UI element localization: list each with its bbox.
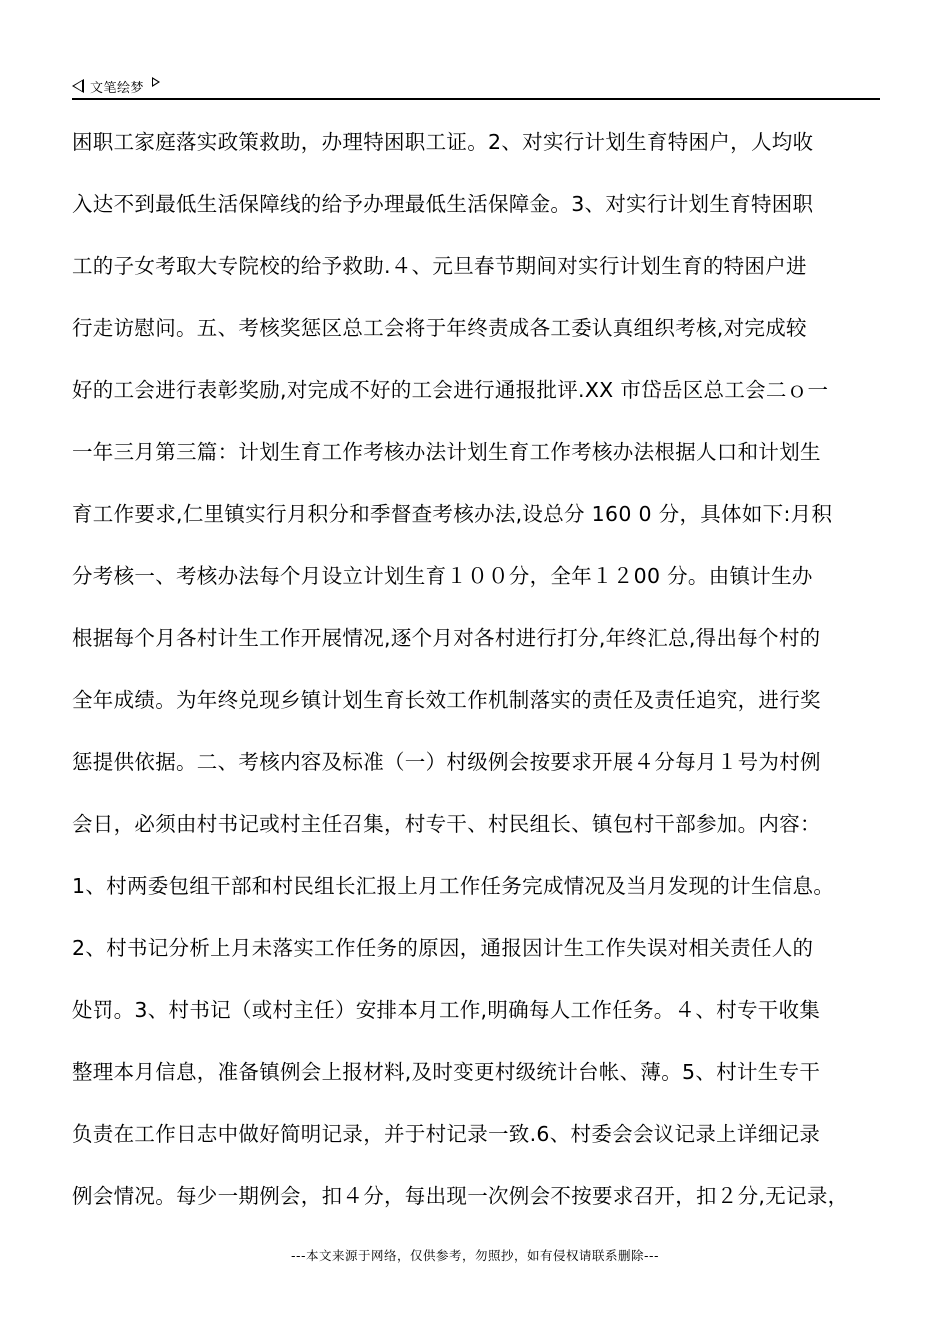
text-line: 例会情况。每少一期例会，扣４分，每出现一次例会不按要求召开，扣２分,无记录，: [72, 1184, 849, 1208]
text-line: 处罚。3、村书记（或村主任）安排本月工作,明确每人工作任务。４、村专干收集: [72, 998, 821, 1022]
text-line: 分考核一、考核办法每个月设立计划生育１００分，全年１２00 分。由镇计生办: [72, 564, 813, 588]
triangle-right-icon: [152, 77, 160, 87]
text-line: 1、村两委包组干部和村民组长汇报上月工作任务完成情况及当月发现的计生信息。: [72, 874, 835, 898]
text-line: 一年三月第三篇：计划生育工作考核办法计划生育工作考核办法根据人口和计划生: [72, 440, 821, 464]
text-line: 根据每个月各村计生工作开展情况,逐个月对各村进行打分,年终汇总,得出每个村的: [72, 626, 821, 650]
text-line: 全年成绩。为年终兑现乡镇计划生育长效工作机制落实的责任及责任追究，进行奖: [72, 688, 821, 712]
header-title: 文笔绘梦: [90, 80, 145, 96]
text-line: 行走访慰问。五、考核奖惩区总工会将于年终责成各工委认真组织考核,对完成较: [72, 316, 807, 340]
text-line: 会日，必须由村书记或村主任召集，村专干、村民组长、镇包村干部参加。内容：: [72, 812, 821, 836]
text-line: 困职工家庭落实政策救助，办理特困职工证。2、对实行计划生育特困户，人均收: [72, 130, 814, 154]
document-body: [72, 124, 884, 1240]
header-divider: [72, 98, 880, 100]
text-line: 2、村书记分析上月未落实工作任务的原因，通报因计生工作失误对相关责任人的: [72, 936, 814, 960]
text-line: 好的工会进行表彰奖励,对完成不好的工会进行通报批评.XX 市岱岳区总工会二ｏ一: [72, 378, 829, 402]
triangle-left-icon: [72, 79, 84, 93]
text-line: 入达不到最低生活保障线的给予办理最低生活保障金。3、对实行计划生育特困职: [72, 192, 814, 216]
text-line: 惩提供依据。二、考核内容及标准（一）村级例会按要求开展４分每月１号为村例: [72, 750, 821, 774]
text-line: 负责在工作日志中做好简明记录，并于村记录一致.6、村委会会议记录上详细记录: [72, 1122, 821, 1146]
text-line: 工的子女考取大专院校的给予救助.４、元旦春节期间对实行计划生育的特困户进: [72, 254, 807, 278]
page-header: [72, 76, 160, 96]
text-line: 整理本月信息，准备镇例会上报材料,及时变更村级统计台帐、薄。5、村计生专干: [72, 1060, 821, 1084]
text-line: 育工作要求,仁里镇实行月积分和季督查考核办法,设总分 160 0 分，具体如下:月积: [72, 502, 833, 526]
page-footer: ---本文来源于网络，仅供参考，勿照抄，如有侵权请联系删除---: [290, 1248, 660, 1263]
